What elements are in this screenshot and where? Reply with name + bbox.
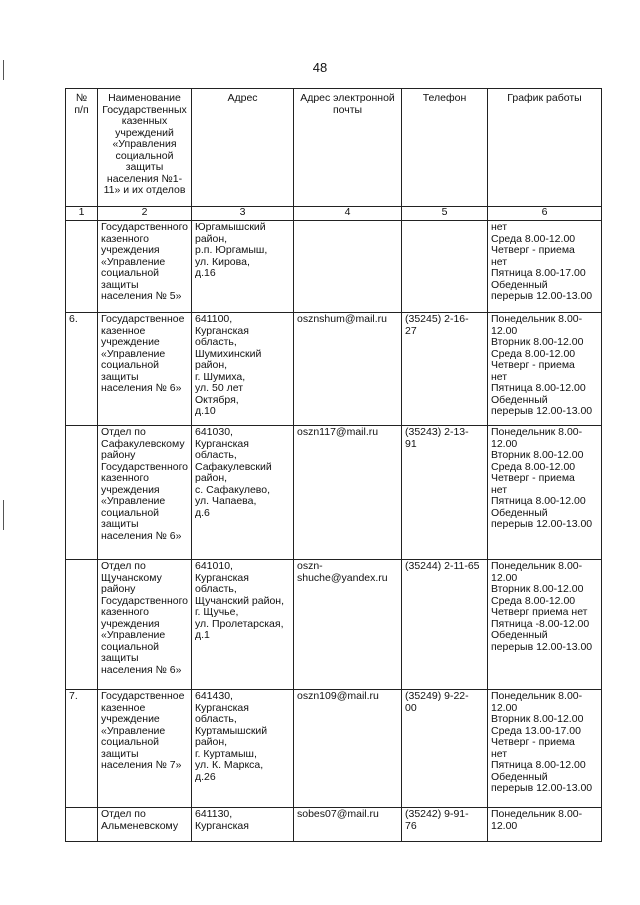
agency-email: osznshum@mail.ru [294,313,402,426]
agency-phone: (35242) 9-91- 76 [402,808,488,842]
row-num: 7. [66,690,98,808]
row-num [66,221,98,313]
agency-schedule: Понедельник 8.00- 12.00 Вторник 8.00-12.00 Среда 8.00-12.00 Четверг приема нет Пятница -8.00-12.00 Обеденный перерыв 12.00-13.00 [488,560,602,690]
table-row [66,560,602,690]
agency-phone: (35245) 2-16- 27 [402,313,488,426]
column-number-row [66,207,602,221]
header-phone: Телефон [402,89,488,207]
agency-email [294,221,402,313]
agency-address: 641100, Курганская область, Шумихинский район, г. Шумиха, ул. 50 лет Октября, д.10 [192,313,294,426]
scan-margin-mark [3,60,4,80]
column-number: 3 [192,207,294,221]
agency-schedule: Понедельник 8.00- 12.00 [488,808,602,842]
table-row [66,426,602,560]
row-num [66,808,98,842]
table-row [66,808,602,842]
row-num [66,560,98,690]
agency-table [65,88,602,842]
agency-schedule: Понедельник 8.00- 12.00 Вторник 8.00-12.00 Среда 13.00-17.00 Четверг - приема нет Пятница 8.00-12.00 Обеденный перерыв 12.00-13.00 [488,690,602,808]
agency-email: oszn109@mail.ru [294,690,402,808]
agency-name: Государственное казенное учреждение «Управление социальной защиты населения № 7» [98,690,192,808]
row-num [66,426,98,560]
table-row [66,313,602,426]
agency-phone [402,221,488,313]
column-number: 2 [98,207,192,221]
agency-address: 641430, Курганская область, Куртамышский район, г. Куртамыш, ул. К. Маркса, д.26 [192,690,294,808]
agency-name: Государственное казенное учреждение «Управление социальной защиты населения № 6» [98,313,192,426]
agency-address: 641130, Курганская [192,808,294,842]
column-number: 6 [488,207,602,221]
header-row [66,89,602,207]
agency-phone: (35249) 9-22- 00 [402,690,488,808]
agency-address: Юргамышский район, р.п. Юргамыш, ул. Кирова, д.16 [192,221,294,313]
agency-name: Государственного казенного учреждения «Управление социальной защиты населения № 5» [98,221,192,313]
header-num: № п/п [66,89,98,207]
column-number: 5 [402,207,488,221]
agency-schedule: Понедельник 8.00- 12.00 Вторник 8.00-12.00 Среда 8.00-12.00 Четверг - приема нет Пятница 8.00-12.00 Обеденный перерыв 12.00-13.00 [488,426,602,560]
header-name: Наименование Государственных казенных учреждений «Управления социальной защиты населения №1- 11» и их отделов [98,89,192,207]
column-number: 1 [66,207,98,221]
agency-phone: (35244) 2-11-65 [402,560,488,690]
table-row [66,690,602,808]
agency-name: Отдел по Щучанскому району Государственного казенного учреждения «Управление социальной защиты населения № 6» [98,560,192,690]
agency-address: 641030, Курганская область, Сафакулевский район, с. Сафакулево, ул. Чапаева, д.6 [192,426,294,560]
agency-email: oszn117@mail.ru [294,426,402,560]
header-address: Адрес [192,89,294,207]
agency-phone: (35243) 2-13- 91 [402,426,488,560]
row-num: 6. [66,313,98,426]
agency-name: Отдел по Сафакулевскому району Государственного казенного учреждения «Управление социальной защиты населения № 6» [98,426,192,560]
column-number: 4 [294,207,402,221]
table-row [66,221,602,313]
agency-name: Отдел по Альменевскому [98,808,192,842]
agency-email: oszn- shuche@yandex.ru [294,560,402,690]
agency-schedule: Понедельник 8.00- 12.00 Вторник 8.00-12.00 Среда 8.00-12.00 Четверг - приема нет Пятница 8.00-12.00 Обеденный перерыв 12.00-13.00 [488,313,602,426]
page-number: 48 [312,60,328,75]
agency-address: 641010, Курганская область, Щучанский район, г. Щучье, ул. Пролетарская, д.1 [192,560,294,690]
agency-schedule: нет Среда 8.00-12.00 Четверг - приема нет Пятница 8.00-17.00 Обеденный перерыв 12.00-13.00 [488,221,602,313]
header-schedule: График работы [488,89,602,207]
header-email: Адрес электронной почты [294,89,402,207]
agency-email: sobes07@mail.ru [294,808,402,842]
scan-margin-mark [3,500,4,530]
